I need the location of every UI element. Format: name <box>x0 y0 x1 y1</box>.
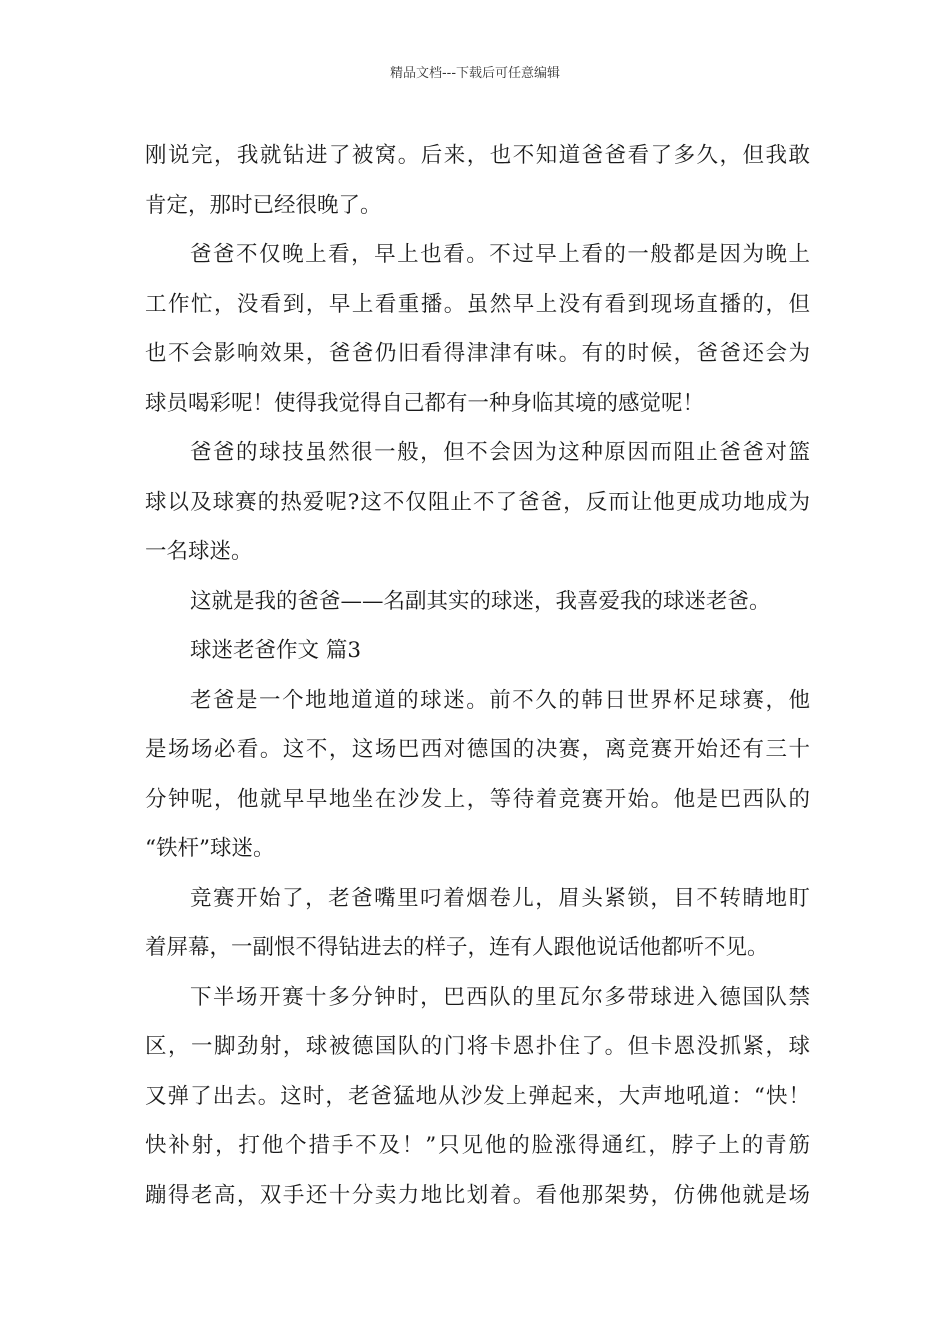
text-line: 又弹了出去。这时，老爸猛地从沙发上弹起来，大声地吼道：“快！ <box>145 1083 810 1109</box>
text-line: 老爸是一个地地道道的球迷。前不久的韩日世界杯足球赛，他 <box>190 687 810 713</box>
text-line: 也不会影响效果，爸爸仍旧看得津津有味。有的时候，爸爸还会为 <box>145 341 810 366</box>
text-line: 球员喝彩呢！使得我觉得自己都有一种身临其境的感觉呢！ <box>145 390 705 416</box>
page-header: 精品文档---下载后可任意编辑 <box>389 66 561 81</box>
text-line: 球以及球赛的热爱呢?这不仅阻止不了爸爸，反而让他更成功地成为 <box>145 489 810 515</box>
text-line: 竞赛开始了，老爸嘴里叼着烟卷儿，眉头紧锁，目不转睛地盯 <box>190 885 810 911</box>
text-line: 爸爸的球技虽然很一般，但不会因为这种原因而阻止爸爸对篮 <box>190 440 810 465</box>
text-line: 这就是我的爸爸——名副其实的球迷，我喜爱我的球迷老爸。 <box>190 588 771 614</box>
text-line: 下半场开赛十多分钟时，巴西队的里瓦尔多带球进入德国队禁 <box>190 984 810 1010</box>
text-line: “铁杆”球迷。 <box>145 836 275 861</box>
text-line: 球迷老爸作文 篇3 <box>190 638 362 663</box>
text-line: 快补射，打他个措手不及！”只见他的脸涨得通红，脖子上的青筋 <box>145 1133 810 1158</box>
essay-body <box>145 131 810 1220</box>
text-line: 着屏幕，一副恨不得钻进去的样子，连有人跟他说话他都听不见。 <box>145 935 769 960</box>
text-line: 爸爸不仅晚上看，早上也看。不过早上看的一般都是因为晚上 <box>190 242 810 267</box>
text-line: 刚说完，我就钻进了被窝。后来，也不知道爸爸看了多久，但我敢 <box>145 143 810 168</box>
text-line: 蹦得老高，双手还十分卖力地比划着。看他那架势，仿佛他就是场 <box>145 1182 810 1208</box>
text-line: 分钟呢，他就早早地坐在沙发上，等待着竞赛开始。他是巴西队的 <box>145 786 810 812</box>
text-line: 区，一脚劲射，球被德国队的门将卡恩扑住了。但卡恩没抓紧，球 <box>145 1034 810 1059</box>
text-line: 一名球迷。 <box>145 539 253 564</box>
text-line: 工作忙，没看到，早上看重播。虽然早上没有看到现场直播的，但 <box>145 291 810 317</box>
text-line: 是场场必看。这不，这场巴西对德国的决赛，离竞赛开始还有三十 <box>145 737 810 762</box>
text-line: 肯定，那时已经很晚了。 <box>145 192 382 218</box>
